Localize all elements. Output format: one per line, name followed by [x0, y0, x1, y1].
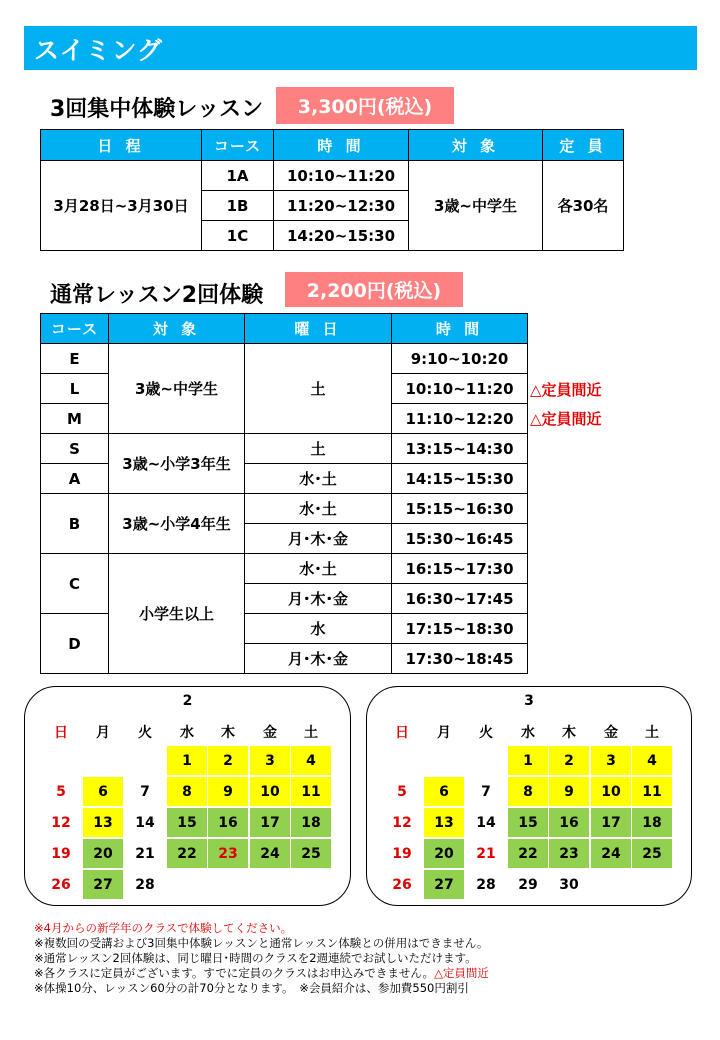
calendar-day: 25 — [291, 839, 331, 868]
calendar-day: 28 — [476, 876, 496, 893]
day-cell: 水 — [245, 614, 392, 644]
calendar-day: 11 — [291, 777, 331, 806]
intensive-heading: 3回集中体験レッスン — [50, 97, 264, 122]
course-cell: M — [41, 404, 109, 434]
calendar-day: 26 — [51, 876, 71, 893]
calendar-day: 17 — [250, 808, 290, 837]
calendar-day: 22 — [508, 839, 548, 868]
calendar-day: 21 — [476, 845, 496, 862]
time-cell: 10:10~11:20 — [274, 161, 409, 191]
note-5: ※体操10分、レッスン60分の計70分となります。 ※会員紹介は、参加費550円割引 — [34, 981, 469, 995]
time-cell: 14:20~15:30 — [274, 221, 409, 251]
weekday-label: 金 — [604, 724, 618, 741]
note-1: ※4月からの新学年のクラスで体験してください。 — [34, 921, 293, 935]
calendar-day: 8 — [508, 777, 548, 806]
capacity-warning-m: △定員間近 — [530, 410, 602, 428]
calendar-day: 5 — [56, 783, 66, 800]
weekday-label: 日 — [395, 724, 409, 741]
calendar-day: 4 — [291, 746, 331, 775]
weekday-label: 火 — [479, 724, 493, 741]
time-cell: 15:15~16:30 — [392, 494, 528, 524]
day-cell: 水･土 — [245, 494, 392, 524]
time-cell: 13:15~14:30 — [392, 434, 528, 464]
weekday-label: 金 — [263, 724, 277, 741]
calendar-day: 6 — [424, 777, 464, 806]
calendar-day: 7 — [140, 783, 150, 800]
header-target: 対 象 — [109, 314, 245, 344]
calendar-day: 17 — [591, 808, 631, 837]
calendar-day: 16 — [208, 808, 248, 837]
calendar-day: 23 — [549, 839, 589, 868]
calendar-month: 2 — [182, 693, 193, 709]
time-cell: 16:15~17:30 — [392, 554, 528, 584]
time-cell: 17:15~18:30 — [392, 614, 528, 644]
course-cell: E — [41, 344, 109, 374]
calendar-day: 25 — [632, 839, 672, 868]
weekday-label: 木 — [562, 724, 576, 741]
course-cell: A — [41, 464, 109, 494]
calendar-day: 26 — [392, 876, 412, 893]
target-cell: 小学生以上 — [109, 554, 245, 674]
section-title: スイミング — [34, 36, 164, 65]
regular-table — [40, 313, 528, 674]
course-cell: C — [41, 554, 109, 614]
calendar-day: 27 — [83, 870, 123, 899]
time-cell: 9:10~10:20 — [392, 344, 528, 374]
course-cell: B — [41, 494, 109, 554]
calendar-day: 30 — [559, 876, 579, 893]
note-4 — [34, 966, 489, 981]
course-cell: 1A — [202, 161, 274, 191]
weekday-label: 月 — [96, 724, 110, 741]
calendar-day: 27 — [424, 870, 464, 899]
calendar-day: 1 — [508, 746, 548, 775]
calendar-day: 14 — [476, 814, 496, 831]
calendar-day: 5 — [397, 783, 407, 800]
course-cell: S — [41, 434, 109, 464]
weekday-label: 水 — [180, 724, 194, 741]
calendar-day: 19 — [51, 845, 71, 862]
calendar-day: 18 — [291, 808, 331, 837]
day-cell: 水･土 — [245, 554, 392, 584]
calendar-day: 14 — [135, 814, 155, 831]
header-target: 対 象 — [409, 130, 543, 161]
calendar-day: 3 — [591, 746, 631, 775]
calendar-day: 9 — [549, 777, 589, 806]
calendar-day: 24 — [250, 839, 290, 868]
day-cell: 水･土 — [245, 464, 392, 494]
time-cell: 11:20~12:30 — [274, 191, 409, 221]
calendar-day: 13 — [424, 808, 464, 837]
target-cell: 3歳~小学3年生 — [109, 434, 245, 494]
calendar-day: 23 — [208, 839, 248, 868]
schedule-date: 3月28日~3月30日 — [41, 161, 202, 251]
calendar-day: 2 — [549, 746, 589, 775]
day-cell: 土 — [245, 434, 392, 464]
capacity-cell: 各30名 — [543, 161, 624, 251]
calendar-day: 15 — [167, 808, 207, 837]
header-course: コース — [41, 314, 109, 344]
time-cell: 14:15~15:30 — [392, 464, 528, 494]
calendar-day: 28 — [135, 876, 155, 893]
time-cell: 17:30~18:45 — [392, 644, 528, 674]
target-cell: 3歳~中学生 — [409, 161, 543, 251]
note-2: ※複数回の受講および3回集中体験レッスンと通常レッスン体験との併用はできません。 — [34, 936, 489, 950]
header-course: コース — [202, 130, 274, 161]
day-cell: 月･木･金 — [245, 644, 392, 674]
time-cell: 10:10~11:20 — [392, 374, 528, 404]
day-cell: 月･木･金 — [245, 524, 392, 554]
header-time: 時 間 — [274, 130, 409, 161]
calendar-day: 10 — [250, 777, 290, 806]
calendar-month: 3 — [524, 693, 534, 709]
calendar-day: 12 — [51, 814, 71, 831]
day-cell: 月･木･金 — [245, 584, 392, 614]
regular-heading: 通常レッスン2回体験 — [50, 283, 264, 308]
calendar-day: 7 — [481, 783, 491, 800]
calendar-day: 8 — [167, 777, 207, 806]
calendar-day: 16 — [549, 808, 589, 837]
calendar-day: 22 — [167, 839, 207, 868]
calendar-day: 13 — [83, 808, 123, 837]
regular-price: 2,200円(税込) — [285, 272, 463, 307]
weekday-label: 土 — [304, 724, 318, 741]
header-capacity: 定 員 — [543, 130, 624, 161]
calendar-day: 15 — [508, 808, 548, 837]
target-cell: 3歳~中学生 — [109, 344, 245, 434]
weekday-label: 水 — [521, 724, 535, 741]
target-cell: 3歳~小学4年生 — [109, 494, 245, 554]
note-4-mark: △定員間近 — [434, 966, 489, 980]
course-cell: D — [41, 614, 109, 674]
header-schedule: 日 程 — [41, 130, 202, 161]
calendar-day: 18 — [632, 808, 672, 837]
intensive-price: 3,300円(税込) — [276, 87, 454, 124]
calendar-day: 10 — [591, 777, 631, 806]
weekday-label: 火 — [138, 724, 152, 741]
note-3: ※通常レッスン2回体験は、同じ曜日･時間のクラスを2週連続でお試しいただけます。 — [34, 951, 477, 965]
weekday-label: 日 — [54, 724, 68, 741]
capacity-warning-l: △定員間近 — [530, 381, 602, 399]
calendar-day: 2 — [208, 746, 248, 775]
calendar-day: 20 — [83, 839, 123, 868]
time-cell: 16:30~17:45 — [392, 584, 528, 614]
intensive-table — [40, 129, 624, 251]
weekday-label: 月 — [437, 724, 451, 741]
calendar-day: 11 — [632, 777, 672, 806]
calendar-day: 24 — [591, 839, 631, 868]
course-cell: L — [41, 374, 109, 404]
course-cell: 1B — [202, 191, 274, 221]
section-banner — [24, 26, 697, 70]
calendar-march — [366, 686, 692, 906]
calendar-day: 12 — [392, 814, 412, 831]
calendar-day: 4 — [632, 746, 672, 775]
calendar-day: 9 — [208, 777, 248, 806]
calendar-day: 19 — [392, 845, 412, 862]
calendar-day: 20 — [424, 839, 464, 868]
calendar-day: 3 — [250, 746, 290, 775]
header-day: 曜 日 — [245, 314, 392, 344]
time-cell: 15:30~16:45 — [392, 524, 528, 554]
note-4-text: ※各クラスに定員がございます。すでに定員のクラスはお申込みできません。 — [34, 966, 435, 980]
day-cell: 土 — [245, 344, 392, 434]
time-cell: 11:10~12:20 — [392, 404, 528, 434]
calendar-day: 1 — [167, 746, 207, 775]
weekday-label: 土 — [645, 724, 659, 741]
header-time: 時 間 — [392, 314, 528, 344]
weekday-label: 木 — [221, 724, 235, 741]
calendar-day: 21 — [135, 845, 155, 862]
calendar-day: 29 — [518, 876, 538, 893]
calendar-february — [24, 686, 351, 906]
course-cell: 1C — [202, 221, 274, 251]
calendar-day: 6 — [83, 777, 123, 806]
